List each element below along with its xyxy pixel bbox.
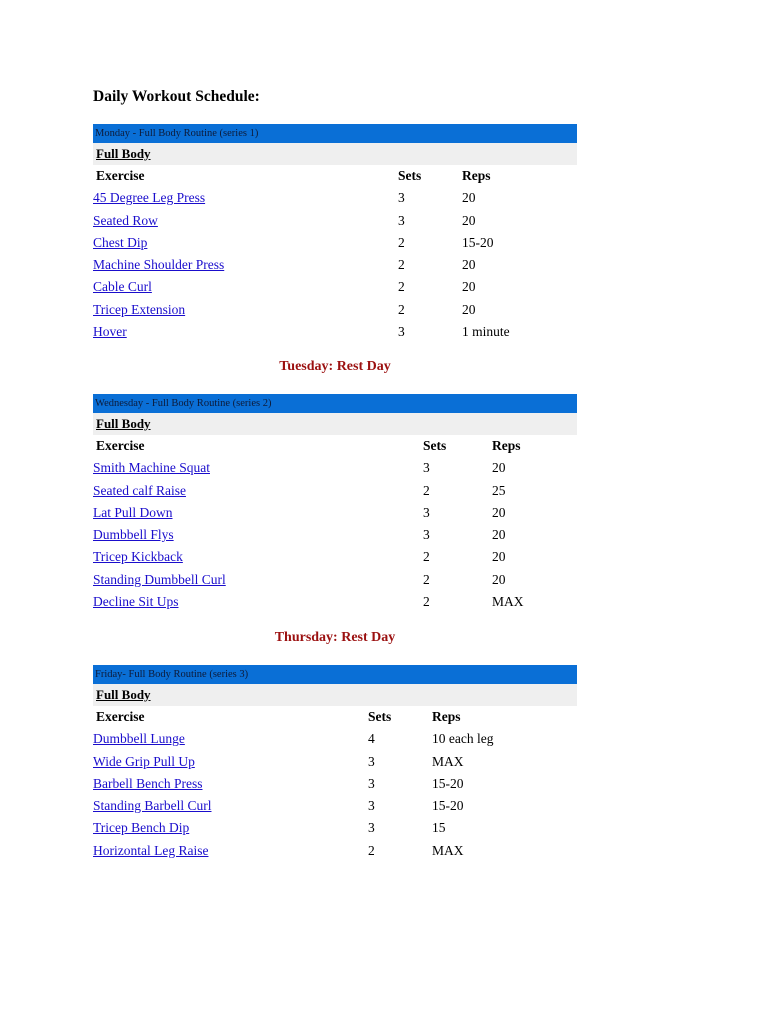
routine-subheader: Full Body (93, 684, 577, 706)
sets-value: 3 (398, 324, 405, 340)
exercise-link[interactable]: Lat Pull Down (93, 504, 173, 520)
table-row (93, 480, 577, 502)
table-row (93, 502, 577, 524)
reps-value: 1 minute (462, 324, 510, 340)
sets-value: 2 (423, 594, 430, 610)
reps-value: 15-20 (432, 798, 464, 814)
sets-value: 3 (368, 753, 375, 769)
col-exercise: Exercise (96, 438, 145, 453)
sets-value: 3 (423, 527, 430, 543)
exercise-link[interactable]: Chest Dip (93, 234, 148, 250)
reps-value: 15-20 (462, 234, 494, 250)
routine-friday (93, 665, 577, 862)
routine-subheader: Full Body (93, 143, 577, 165)
routine-header: Friday- Full Body Routine (series 3) (93, 665, 577, 684)
col-sets: Sets (423, 438, 447, 453)
reps-value: 20 (462, 190, 476, 206)
sets-value: 2 (398, 257, 405, 273)
sets-value: 3 (423, 504, 430, 520)
col-exercise: Exercise (96, 709, 145, 724)
table-row (93, 457, 577, 479)
exercise-link[interactable]: Seated Row (93, 212, 158, 228)
table-row (93, 751, 577, 773)
reps-value: 20 (492, 504, 506, 520)
exercise-link[interactable]: Seated calf Raise (93, 482, 186, 498)
sets-value: 3 (368, 820, 375, 836)
reps-value: 15-20 (432, 775, 464, 791)
reps-value: 20 (492, 571, 506, 587)
routine-header: Wednesday - Full Body Routine (series 2) (93, 394, 577, 413)
table-row (93, 321, 577, 343)
table-row (93, 795, 577, 817)
reps-value: 10 each leg (432, 731, 494, 747)
exercise-link[interactable]: 45 Degree Leg Press (93, 190, 206, 206)
column-header-row (93, 706, 577, 728)
reps-value: 25 (492, 482, 506, 498)
table-row (93, 569, 577, 591)
column-header-row (93, 435, 577, 457)
table-row (93, 210, 577, 232)
table-row (93, 254, 577, 276)
sets-value: 3 (368, 798, 375, 814)
exercise-link[interactable]: Horizontal Leg Raise (93, 842, 209, 858)
sets-value: 2 (423, 549, 430, 565)
reps-value: MAX (432, 842, 464, 858)
sets-value: 4 (368, 731, 375, 747)
reps-value: 20 (492, 549, 506, 565)
exercise-link[interactable]: Tricep Extension (93, 301, 186, 317)
page-title: Daily Workout Schedule: (93, 88, 260, 105)
exercise-link[interactable]: Decline Sit Ups (93, 594, 179, 610)
table-row (93, 728, 577, 750)
exercise-link[interactable]: Dumbbell Lunge (93, 731, 185, 747)
exercise-link[interactable]: Hover (93, 324, 127, 340)
sets-value: 3 (398, 190, 405, 206)
sets-value: 3 (423, 460, 430, 476)
column-header-row (93, 165, 577, 187)
sets-value: 2 (398, 234, 405, 250)
sets-value: 3 (398, 212, 405, 228)
reps-value: 20 (462, 257, 476, 273)
table-row (93, 546, 577, 568)
table-row (93, 299, 577, 321)
exercise-link[interactable]: Tricep Bench Dip (93, 820, 190, 836)
col-sets: Sets (398, 168, 422, 183)
exercise-link[interactable]: Machine Shoulder Press (93, 257, 225, 273)
table-row (93, 232, 577, 254)
exercise-link[interactable]: Cable Curl (93, 279, 152, 295)
sets-value: 2 (368, 842, 375, 858)
sets-value: 2 (398, 301, 405, 317)
table-row (93, 524, 577, 546)
exercise-link[interactable]: Barbell Bench Press (93, 775, 203, 791)
routine-subheader: Full Body (93, 413, 577, 435)
sets-value: 3 (368, 775, 375, 791)
reps-value: 20 (462, 279, 476, 295)
table-row (93, 773, 577, 795)
table-row (93, 276, 577, 298)
col-reps: Reps (432, 709, 461, 724)
exercise-link[interactable]: Tricep Kickback (93, 549, 183, 565)
exercise-link[interactable]: Smith Machine Squat (93, 460, 210, 476)
col-sets: Sets (368, 709, 392, 724)
routine-header: Monday - Full Body Routine (series 1) (93, 124, 577, 143)
exercise-link[interactable]: Standing Dumbbell Curl (93, 571, 226, 587)
reps-value: 20 (462, 212, 476, 228)
exercise-link[interactable]: Wide Grip Pull Up (93, 753, 195, 769)
exercise-link[interactable]: Standing Barbell Curl (93, 798, 212, 814)
table-row (93, 840, 577, 862)
reps-value: 15 (432, 820, 446, 836)
sets-value: 2 (398, 279, 405, 295)
table-row (93, 817, 577, 839)
routine-monday (93, 124, 577, 343)
reps-value: MAX (432, 753, 464, 769)
exercise-link[interactable]: Dumbbell Flys (93, 527, 174, 543)
sets-value: 2 (423, 571, 430, 587)
reps-value: 20 (492, 527, 506, 543)
sets-value: 2 (423, 482, 430, 498)
col-reps: Reps (492, 438, 521, 453)
col-reps: Reps (462, 168, 491, 183)
reps-value: MAX (492, 594, 524, 610)
table-row (93, 187, 577, 209)
reps-value: 20 (462, 301, 476, 317)
table-row (93, 591, 577, 613)
col-exercise: Exercise (96, 168, 145, 183)
rest-day-tuesday: Tuesday: Rest Day (279, 359, 391, 374)
rest-day-thursday: Thursday: Rest Day (274, 630, 396, 645)
reps-value: 20 (492, 460, 506, 476)
routine-wednesday (93, 394, 577, 613)
